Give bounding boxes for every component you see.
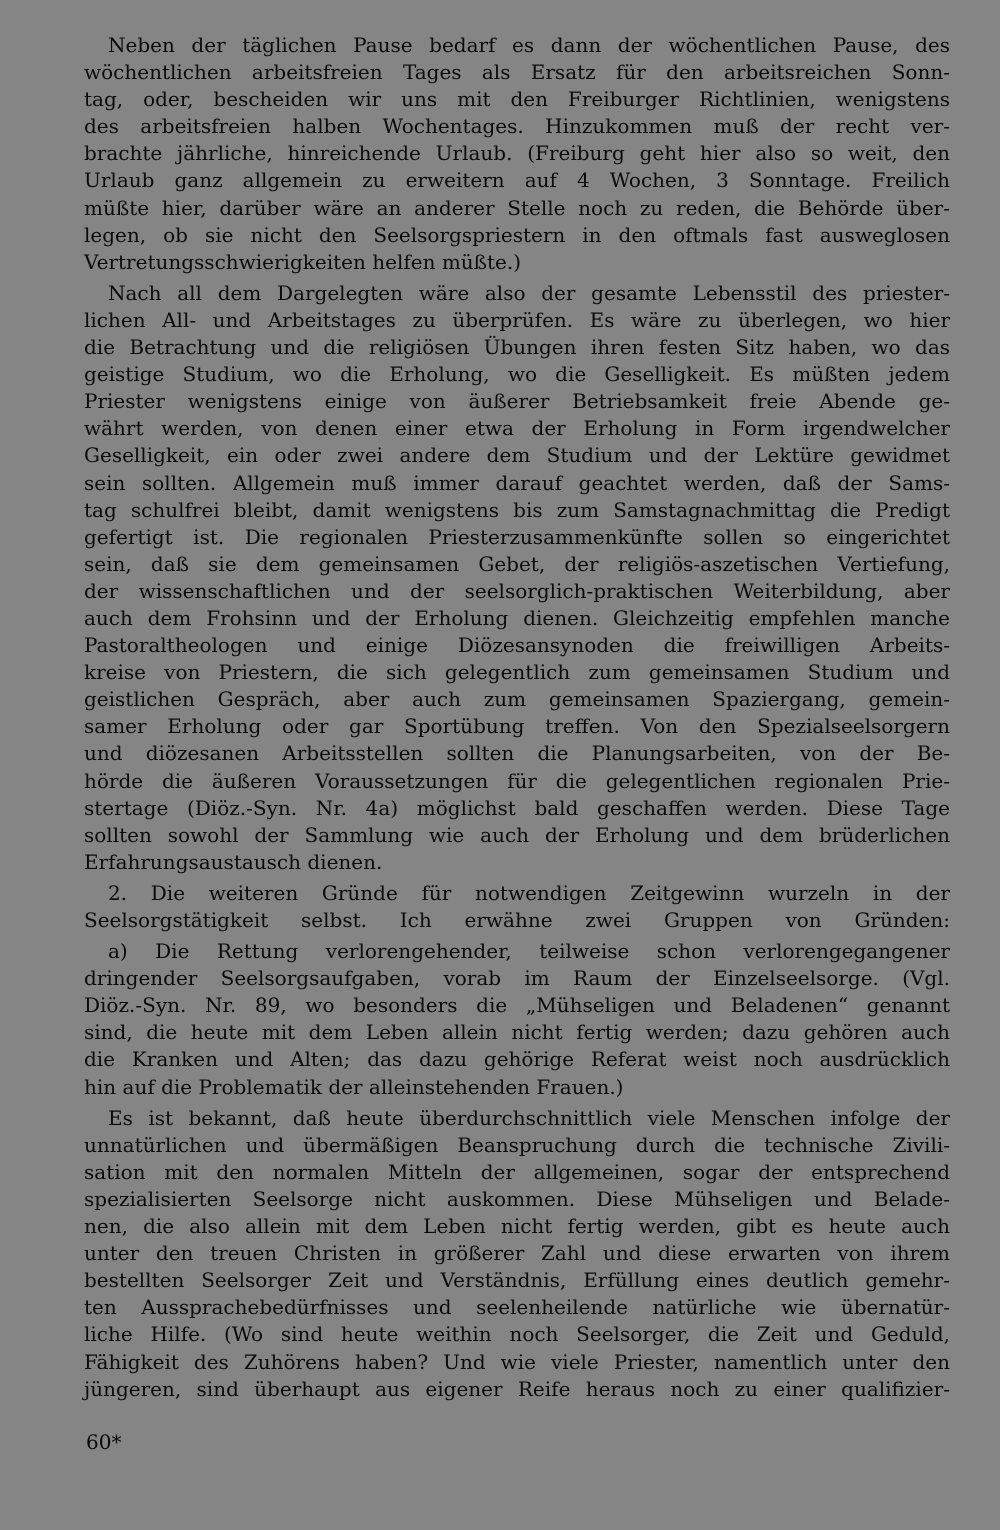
text-line: Seelsorgstätigkeit selbst. Ich erwähne zwei Gruppen von Gründen: [84,908,950,932]
text-line: auch dem Frohsinn und der Erholung dienen. Gleichzeitig empfehlen manche [84,605,950,630]
text-line: tag schulfrei bleibt, damit wenigstens bis zum Samstagnachmittag die Predigt [84,497,950,522]
page-body [84,32,950,1403]
text-line: unter den treuen Christen in größerer Zahl und diese erwarten von ihrem [84,1241,950,1266]
text-line: Nach all dem Dargelegten wäre also der gesamte Lebensstil des priester- [108,280,950,305]
text-line: währt werden, von denen einer etwa der Erholung in Form irgendwelcher [84,416,950,441]
text-line: dringender Seelsorgsaufgaben, vorab im Raum der Einzelseelsorge. (Vgl. [84,966,950,991]
paragraph-lebensstil [84,280,950,876]
text-line: Fähigkeit des Zuhörens haben? Und wie viele Priester, namentlich unter den [84,1349,950,1374]
text-line: und diözesanen Arbeitsstellen sollten die Planungsarbeiten, von der Be- [84,741,950,766]
text-line: Urlaub ganz allgemein zu erweitern auf 4 Wochen, 3 Sonntage. Freilich [84,168,950,193]
text-line: hin auf die Problematik der alleinstehenden Frauen.) [84,1074,624,1099]
text-line: wöchentlichen arbeitsfreien Tages als Ersatz für den arbeitsreichen Sonn- [84,60,950,85]
text-line: die Kranken und Alten; das dazu gehörige Referat weist noch ausdrücklich [84,1047,950,1072]
paragraph-gruende [84,880,950,934]
text-line: des arbeitsfreien halben Wochentages. Hinzukommen muß der recht ver- [84,114,950,139]
text-line: Vertretungsschwierigkeiten helfen müßte.) [84,249,522,274]
text-line: kreise von Priestern, die sich gelegentlich zum gemeinsamen Studium und [84,660,950,685]
text-line: sein sollten. Allgemein muß immer darauf geachtet werden, daß der Sams- [84,470,950,495]
text-line: sind, die heute mit dem Leben allein nicht fertig werden; dazu gehören auch [84,1020,950,1045]
text-line: hörde die äußeren Voraussetzungen für die gelegentlichen regionalen Prie- [84,768,950,793]
text-line: Erfahrungsaustausch dienen. [84,849,383,874]
text-line: sein, daß sie dem gemeinsamen Gebet, der religiös-aszetischen Vertiefung, [84,551,950,576]
text-line: ten Aussprachebedürfnisses und seelenheilende natürliche wie übernatür- [84,1295,950,1320]
text-line: a) Die Rettung verlorengehender, teilweise schon verlorengegangener [108,939,950,964]
page-number: 60* [86,1430,122,1454]
text-line: bestellten Seelsorger Zeit und Verständnis, Erfüllung eines deutlich gemehr- [84,1268,950,1293]
text-line: 2. Die weiteren Gründe für notwendigen Zeitgewinn wurzeln in der [108,880,950,905]
paragraph-muehselige [84,1105,950,1403]
paragraph-rettung [84,938,950,1101]
text-line: legen, ob sie nicht den Seelsorgspriestern in den oftmals fast ausweglosen [84,222,950,247]
text-line: Es ist bekannt, daß heute überdurchschnittlich viele Menschen infolge der [108,1105,950,1130]
text-line: Geselligkeit, ein oder zwei andere dem Studium und der Lektüre gewidmet [84,443,950,468]
text-line: sollten sowohl der Sammlung wie auch der Erholung und dem brüderlichen [84,822,950,847]
text-line: unnatürlichen und übermäßigen Beanspruchung durch die technische Zivili- [84,1132,950,1157]
text-line: liche Hilfe. (Wo sind heute weithin noch Seelsorger, die Zeit und Geduld, [84,1322,950,1347]
text-line: Pastoraltheologen und einige Diözesansynoden die freiwilligen Arbeits- [84,633,950,658]
text-line: samer Erholung oder gar Sportübung treffen. Von den Spezialseelsorgern [84,714,950,739]
text-line: lichen All- und Arbeitstages zu überprüfen. Es wäre zu überlegen, wo hier [84,307,950,332]
text-line: nen, die also allein mit dem Leben nicht fertig werden, gibt es heute auch [84,1214,950,1239]
paragraph-pause [84,32,950,276]
text-line: geistlichen Gespräch, aber auch zum gemeinsamen Spaziergang, gemein- [84,687,950,712]
text-line: sation mit den normalen Mitteln der allgemeinen, sogar der entsprechend [84,1159,950,1184]
text-line: jüngeren, sind überhaupt aus eigener Reife heraus noch zu einer qualifizier- [84,1376,950,1401]
text-line: brachte jährliche, hinreichende Urlaub. (Freiburg geht hier also so weit, den [84,141,950,166]
text-line: der wissenschaftlichen und der seelsorglich-praktischen Weiterbildung, aber [84,578,950,603]
text-line: tag, oder, bescheiden wir uns mit den Freiburger Richtlinien, wenigstens [84,87,950,112]
text-line: stertage (Diöz.-Syn. Nr. 4a) möglichst bald geschaffen werden. Diese Tage [84,795,950,820]
text-line: müßte hier, darüber wäre an anderer Stelle noch zu reden, die Behörde über- [84,195,950,220]
text-line: Priester wenigstens einige von äußerer Betriebsamkeit freie Abende ge- [84,389,950,414]
text-line: Neben der täglichen Pause bedarf es dann der wöchentlichen Pause, des [108,33,950,57]
text-line: gefertigt ist. Die regionalen Priesterzusammenkünfte sollen so eingerichtet [84,524,950,549]
text-line: geistige Studium, wo die Erholung, wo die Geselligkeit. Es müßten jedem [84,362,950,387]
text-line: spezialisierten Seelsorge nicht auskommen. Diese Mühseligen und Belade- [84,1186,950,1211]
text-line: Diöz.-Syn. Nr. 89, wo besonders die „Mühseligen und Beladenen“ genannt [84,993,950,1018]
text-line: die Betrachtung und die religiösen Übungen ihren festen Sitz haben, wo das [84,335,950,360]
